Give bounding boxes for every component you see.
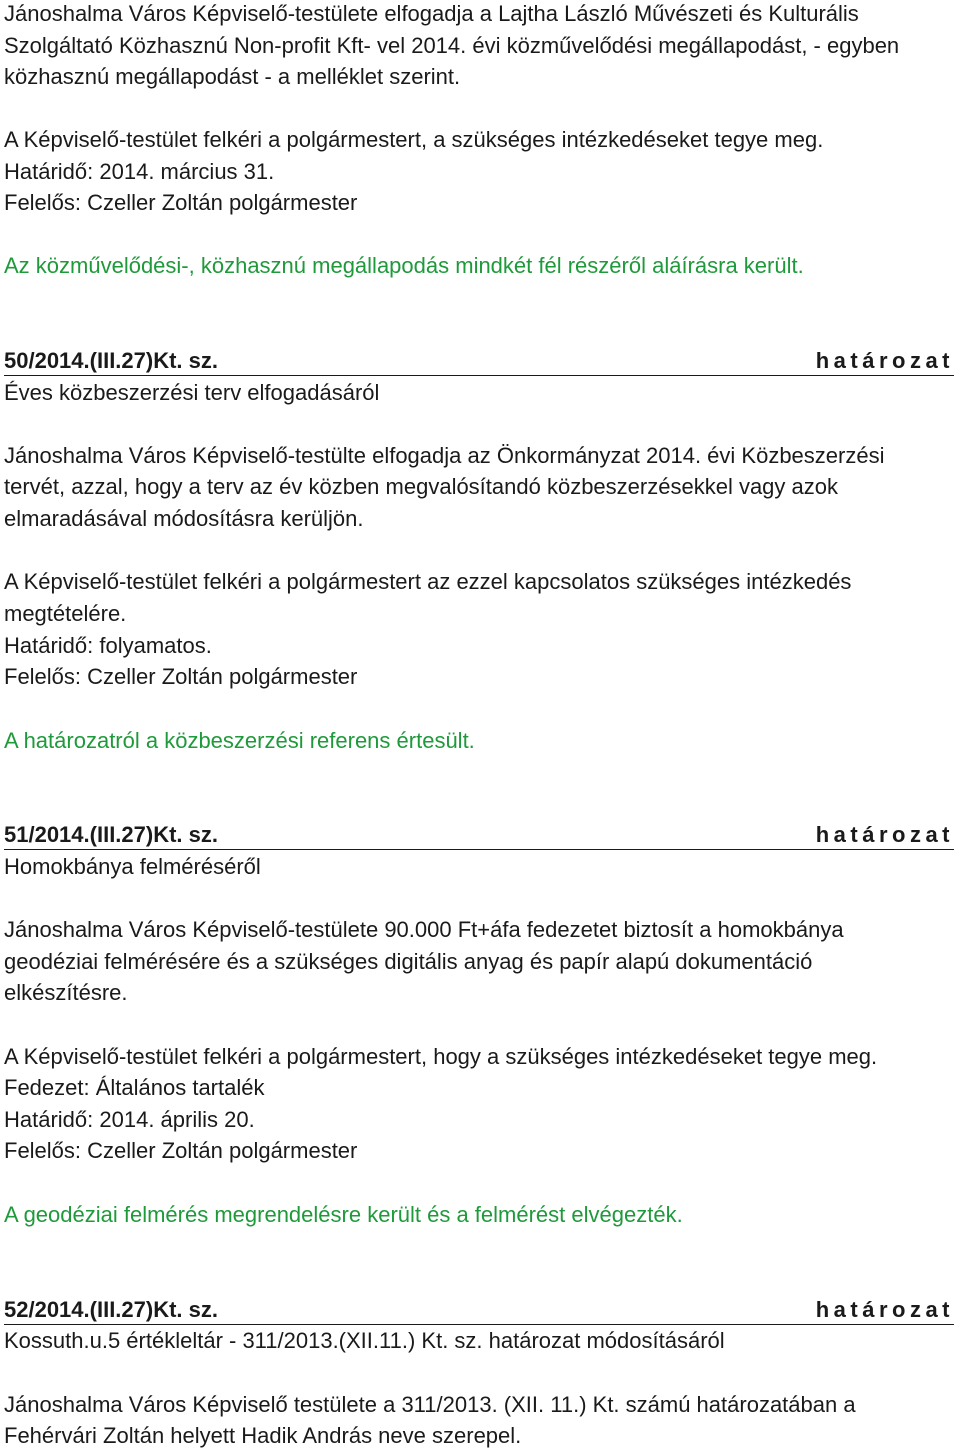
resolution-body-line: Fehérvári Zoltán helyett Hadik András neve szerepel. bbox=[4, 1423, 522, 1448]
resolution-subject: Éves közbeszerzési terv elfogadásáról bbox=[4, 380, 380, 405]
responsible-text: Felelős: Czeller Zoltán polgármester bbox=[4, 1138, 358, 1163]
responsible-text: Felelős: Czeller Zoltán polgármester bbox=[4, 190, 358, 215]
mandate-text: A Képviselő-testület felkéri a polgármestert az ezzel kapcsolatos szükséges intézkedés bbox=[4, 569, 852, 594]
status-note: A geodéziai felmérés megrendelésre került és a felmérést elvégezték. bbox=[4, 1202, 683, 1227]
resolution-header bbox=[4, 1296, 954, 1325]
resolution-subject: Homokbánya felméréséről bbox=[4, 854, 261, 879]
intro-line: Szolgáltató Közhasznú Non-profit Kft- vel 2014. évi közművelődési megállapodást, - egyben bbox=[4, 33, 900, 58]
resolution-body-line: tervét, azzal, hogy a terv az év közben megvalósítandó közbeszerzésekkel vagy azok bbox=[4, 474, 838, 499]
resolution-number: 50/2014.(III.27)Kt. sz. bbox=[4, 348, 218, 373]
resolution-label: határozat bbox=[815, 822, 954, 847]
intro-line: közhasznú megállapodást - a melléklet szerint. bbox=[4, 64, 461, 89]
resolution-label: határozat bbox=[815, 1297, 954, 1322]
status-note: Az közművelődési-, közhasznú megállapodás mindkét fél részéről aláírásra került. bbox=[4, 253, 804, 278]
deadline-text: Határidő: folyamatos. bbox=[4, 633, 212, 658]
resolution-number: 51/2014.(III.27)Kt. sz. bbox=[4, 822, 218, 847]
resolution-number: 52/2014.(III.27)Kt. sz. bbox=[4, 1297, 218, 1322]
mandate-text: megtételére. bbox=[4, 601, 127, 626]
resolution-body-line: Jánoshalma Város Képviselő testülete a 311/2013. (XII. 11.) Kt. számú határozatában a bbox=[4, 1392, 856, 1417]
deadline-text: Határidő: 2014. április 20. bbox=[4, 1107, 255, 1132]
resolution-label: határozat bbox=[815, 348, 954, 373]
resolution-body-line: Jánoshalma Város Képviselő-testülete 90.000 Ft+áfa fedezetet biztosít a homokbánya bbox=[4, 917, 844, 942]
resolution-body-line: elkészítésre. bbox=[4, 980, 128, 1005]
funding-text: Fedezet: Általános tartalék bbox=[4, 1075, 265, 1100]
status-note: A határozatról a közbeszerzési referens értesült. bbox=[4, 728, 475, 753]
intro-line: Jánoshalma Város Képviselő-testülete elfogadja a Lajtha László Művészeti és Kulturális bbox=[4, 1, 859, 26]
mandate-text: A Képviselő-testület felkéri a polgármestert, hogy a szükséges intézkedéseket tegye meg. bbox=[4, 1044, 878, 1069]
resolution-header bbox=[4, 821, 954, 850]
deadline-text: Határidő: 2014. március 31. bbox=[4, 159, 275, 184]
resolution-subject: Kossuth.u.5 értékleltár - 311/2013.(XII.11.) Kt. sz. határozat módosításáról bbox=[4, 1328, 725, 1353]
resolution-body-line: geodéziai felmérésére és a szükséges digitális anyag és papír alapú dokumentáció bbox=[4, 949, 813, 974]
mandate-text: A Képviselő-testület felkéri a polgármestert, a szükséges intézkedéseket tegye meg. bbox=[4, 127, 824, 152]
resolution-body-line: elmaradásával módosításra kerüljön. bbox=[4, 506, 364, 531]
resolution-header bbox=[4, 347, 954, 376]
responsible-text: Felelős: Czeller Zoltán polgármester bbox=[4, 664, 358, 689]
resolution-body-line: Jánoshalma Város Képviselő-testülte elfogadja az Önkormányzat 2014. évi Közbeszerzési bbox=[4, 443, 885, 468]
